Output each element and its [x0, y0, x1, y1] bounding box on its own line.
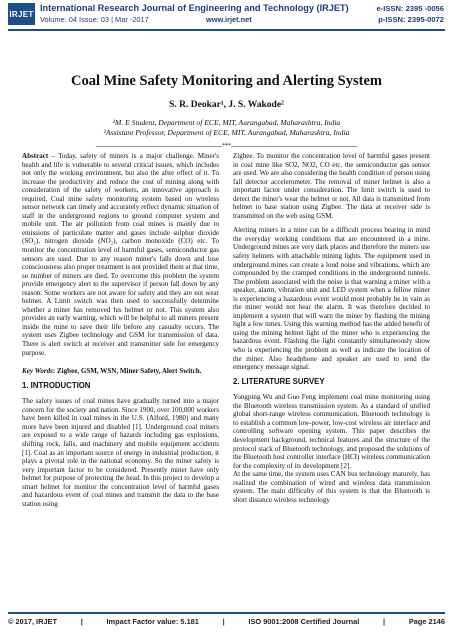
affiliation-1: ¹M. E Student, Department of ECE, MIT, Aurangabad, Maharashtra, India [112, 118, 341, 127]
introduction-text: The safety issues of coal mines have gradually turned into a major concern for the society and nation. Since 1900, over 100,000 workers have been killed in coal mines in the U.S. (Alford, 1980) and many more have been injured and disabled [1]. Underground coal miners are exposed to a wide range of hazards including gas explosions, shifting rock, falls, and machinery and mobile equipment accidents [1]. Coal as an important source of energy in industrial production, it plays a pivotal role in the national economy. So the miner safety is very important factor to be considered. Presently miner have only helmet for purpose of protecting the head. In this project to develop a smart helmet for monitor the concentration level of harmful gases and hazardous event of coal mines and transmit the data to the base station using [22, 397, 219, 508]
intro-continued-text: Zigbee. To monitor the concentration level of harmful gases present in coal mine like SO2, NO2, CO etc. the semiconductor gas sensor are used. We are also considering the health condition of person using fall detector accelerometer. The removal of miner helmet is also a important factor under consideration. The limit switch is used to detect the miner's wear the helmet or not. All data is transmitted from helmet to base station using Zigbee. The data at receiver side is transmitted on the web using GSM. [233, 152, 430, 220]
journal-name: International Research Journal of Engineering and Technology (IRJET) [40, 3, 349, 13]
footer-impact-factor: Impact Factor value: 5.181 [106, 617, 199, 626]
footer-rule [8, 612, 445, 614]
footer-separator: | [383, 617, 386, 626]
paper-authors: S. R. Deokar¹, J. S. Wakode² [169, 100, 284, 110]
e-issn: e-ISSN: 2395 -0056 [376, 4, 444, 13]
left-column [22, 152, 219, 514]
abstract-paragraph [22, 152, 219, 357]
keywords-label: Key Words [22, 367, 53, 376]
footer-separator: | [222, 617, 225, 626]
right-column [233, 152, 430, 510]
literature-survey-text: Yongping Wu and Guo Feng implement coal mine monitoring using the Bluetooth wireless transmission system. As a standard of unified global short-range wireless communication, Bluetooth technology is to establish a common low-power, low-cost wireless air interface and controlling software opening system. This paper describes the development background, technical features and the structure of the protocol stack of Bluetooth technology, and proposed the solutions of the Bluetooth host controller interface (HCI) wireless communication for the complexity of its development [2]. [233, 393, 430, 470]
footer-page-number: Page 2146 [408, 617, 445, 626]
footer-copyright: © 2017, IRJET [8, 617, 57, 626]
journal-logo: IRJET [8, 3, 35, 25]
volume-issue: Volume: 04 Issue: 03 | Mar -2017 [40, 15, 149, 24]
footer-iso: ISO 9001:2008 Certified Journal [248, 617, 360, 626]
footer-separator: | [80, 617, 83, 626]
literature-survey-heading: 2. LITERATURE SURVEY [233, 376, 325, 386]
header-rule [8, 29, 445, 31]
introduction-heading: 1. INTRODUCTION [22, 380, 91, 390]
literature-survey-text-2: At the same time, the system uses CAN bus technology maturely, has realized the combination of wired and wireless data transmission system. The main difficulty of this system is that the Bluetooth is short distance wireless technology [233, 470, 430, 504]
paper-title: Coal Mine Safety Monitoring and Alerting System [71, 73, 382, 89]
page-footer [8, 617, 445, 626]
journal-website: www.irjet.net [206, 15, 252, 24]
abstract-label: Abstract [22, 152, 49, 160]
journal-header [0, 0, 453, 30]
keywords-text: : Zigbee, GSM, WSN, Miner Safety, Alert Switch. [52, 367, 202, 376]
intro-alerting-text: Alerting miners in a mine can be a difficult process bearing in mind the everyday working conditions that are encountered in a mine. Underground mines are very dark places and therefore the miners use safety helmets with attachable mining lights. The equipment used in underground mines can create a loud noise and vibrations, which are compounded by the cramped conditions in the underground tunnels. The problem associated with the noise is that warning a miner with a speaker, alarm, vibration unit and LED system when a fellow miner is experiencing a hazardous event would most probably be in vain as the miner would not hear the alarm. It was therefore decided to implement a system that will warn the miner by flashing the mining light a few times. Using this warning method has the added benefit of using the mining helmet light of the miner who is experiencing the hazardous event. Flashing the light constantly simultaneously show who is experiencing the problem as well as indicate the location of the miner. Also headphone and speaker are used to send the emergency message signal. [233, 226, 430, 372]
section-divider: ---------------------------------------------------------------------***--------------------------------------------------------------------- [95, 142, 358, 150]
keywords-paragraph [22, 367, 219, 376]
abstract-text: – Today, safety of miners is a major challenge. Miner's health and life is vulnerable to several critical issues, which includes not only the working environment, but also the after effect of it. To increase the productivity and reduce the cost of mining along with consideration of the safety of workers, an innovative approach is required. Coal mine safety monitoring system based on wireless sensor network can timely and accurately reflect dynamic situation of staff in the underground regions to ground computer system and mobile unit. The air pollution from coal mines is mainly due to emissions of particulate matter and gases include sulphur dioxide (SO₂), nitrogen dioxide (NO₂), carbon monoxide (CO) etc. To monitor the concentration level of harmful gases, semiconductor gas sensors are used. Due to any reason miner's falls down and lose consciousness also proper treatment is not provided them at that time, so number of miners are died. To overcome this problem the system provide emergency alert to the supervisor if person fall down by any reason. Some workers are not aware for safety and they are not wear helmet. A Limit switch was then used to successfully determine whether a miner has removed his helmet or not. This system also provides an early warning, which will be helpful to all miners present inside the mine to save their life before any casualty occurs. The system uses Zigbee technology and GSM for transmission of data. There is alert switch at receiver and transmitter side for emergency purpose. [22, 152, 219, 357]
p-issn: p-ISSN: 2395-0072 [378, 15, 444, 24]
affiliation-2: ²Assistant Professor, Department of ECE, MIT, Aurangabad, Maharashtra, India [103, 128, 350, 137]
